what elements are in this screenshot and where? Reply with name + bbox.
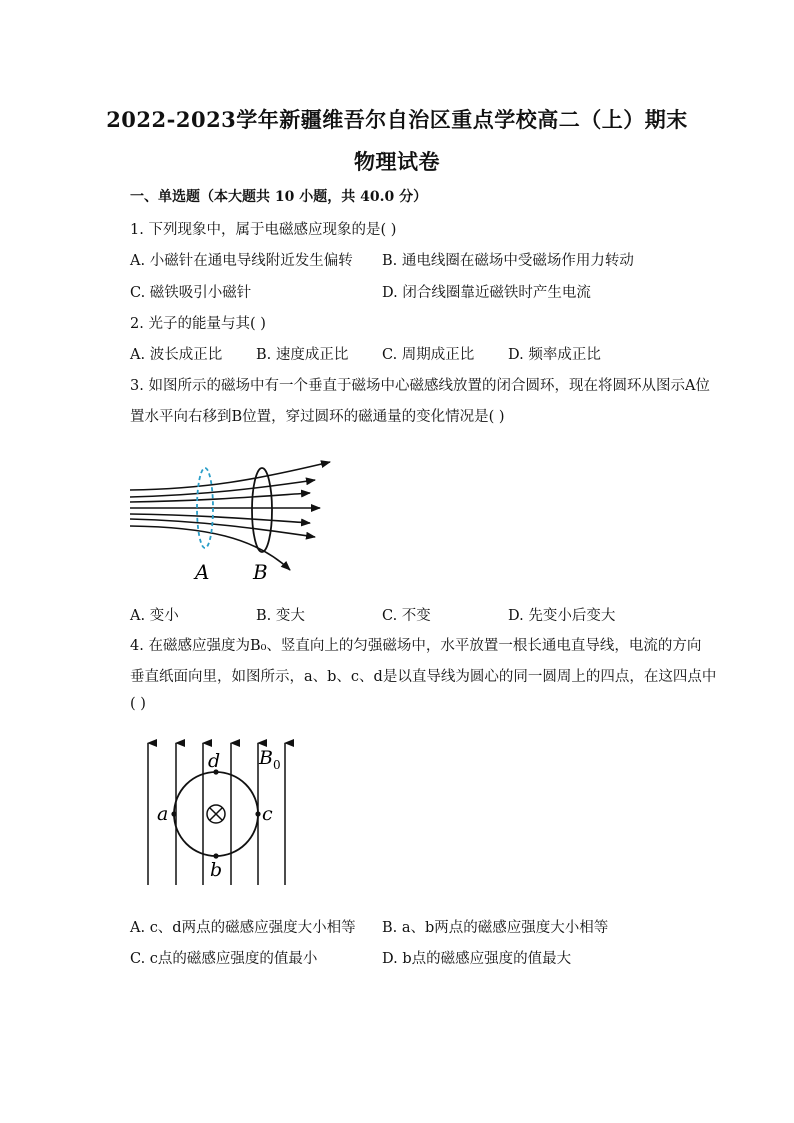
- exam-title-line1: 2022-2023学年新疆维吾尔自治区重点学校高二（上）期末: [106, 107, 688, 132]
- figure4-label-b0: B: [259, 747, 273, 769]
- question-1-stem: 1. 下列现象中，属于电磁感应现象的是( ): [130, 222, 397, 238]
- figure4-label-a: a: [157, 803, 169, 825]
- q2-option-b: B. 速度成正比: [256, 347, 349, 363]
- q1-option-c: C. 磁铁吸引小磁针: [130, 285, 252, 301]
- q2-option-d: D. 频率成正比: [508, 347, 601, 363]
- section-heading: 一、单选题（本大题共 10 小题，共 40.0 分）: [130, 189, 428, 205]
- figure3-label-b: B: [253, 560, 268, 584]
- figure4-label-c: c: [262, 803, 273, 825]
- question-4-stem-line3: ( ): [130, 696, 146, 712]
- q2-option-c: C. 周期成正比: [382, 347, 475, 363]
- q1-option-a: A. 小磁针在通电导线附近发生偏转: [130, 253, 353, 269]
- q3-option-d: D. 先变小后变大: [508, 608, 616, 624]
- q4-option-b: B. a、b两点的磁感应强度大小相等: [382, 920, 609, 936]
- question-3-stem-line2: 置水平向右移到B位置，穿过圆环的磁通量的变化情况是( ): [130, 409, 505, 425]
- question-2-stem: 2. 光子的能量与其( ): [130, 316, 266, 332]
- exam-title-line2: 物理试卷: [354, 149, 440, 174]
- q3-option-c: C. 不变: [382, 608, 431, 624]
- q4-option-a: A. c、d两点的磁感应强度大小相等: [130, 920, 356, 936]
- figure3-label-a: A: [195, 560, 210, 584]
- q3-option-a: A. 变小: [130, 608, 179, 624]
- q4-option-c: C. c点的磁感应强度的值最小: [130, 951, 318, 967]
- q1-option-d: D. 闭合线圈靠近磁铁时产生电流: [382, 285, 591, 301]
- figure4-label-d: d: [208, 750, 221, 772]
- q2-option-a: A. 波长成正比: [130, 347, 223, 363]
- figure-uniform-field-wire: [135, 735, 305, 895]
- question-4-stem-line2: 垂直纸面向里，如图所示，a、b、c、d是以直导线为圆心的同一圆周上的四点，在这四点中: [130, 669, 717, 685]
- q4-option-d: D. b点的磁感应强度的值最大: [382, 951, 572, 967]
- figure4-label-b: b: [210, 859, 223, 881]
- question-3-stem-line1: 3. 如图所示的磁场中有一个垂直于磁场中心磁感线放置的闭合圆环，现在将圆环从图示A位: [130, 378, 710, 394]
- q1-option-b: B. 通电线圈在磁场中受磁场作用力转动: [382, 253, 634, 269]
- figure-magnetic-field-ring: [125, 455, 340, 585]
- q3-option-b: B. 变大: [256, 608, 305, 624]
- figure4-label-subscript-0: 0: [273, 758, 281, 772]
- question-4-stem-line1: 4. 在磁感应强度为B₀、竖直向上的匀强磁场中，水平放置一根长通电直导线，电流的方向: [130, 638, 702, 654]
